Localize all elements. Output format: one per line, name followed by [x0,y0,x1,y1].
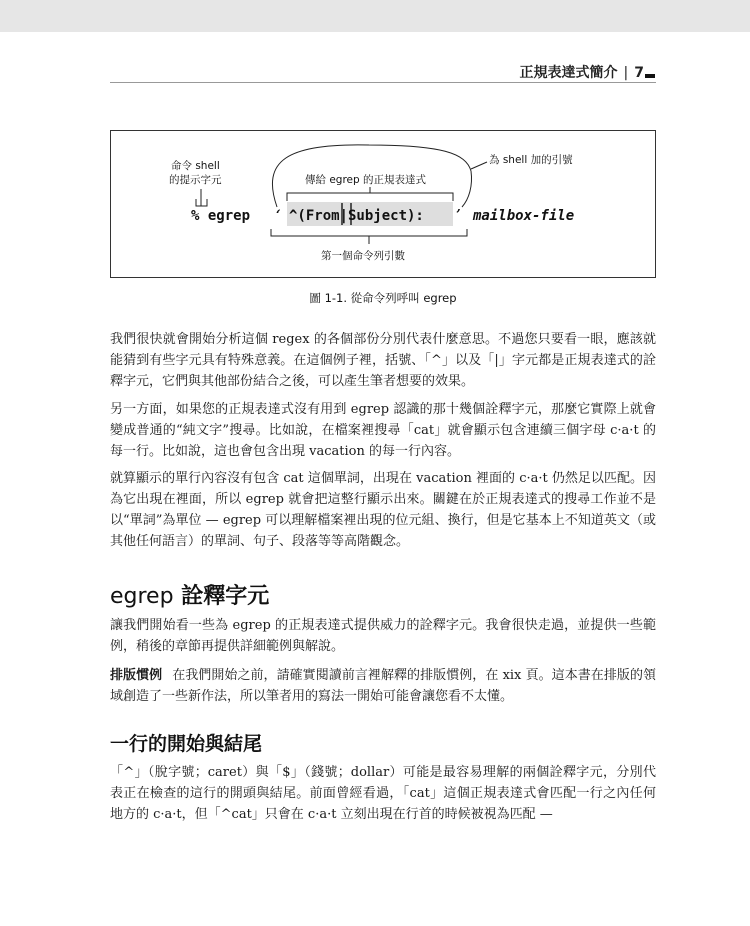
figure-1-1 [110,130,656,278]
command-line-diagram [111,131,657,279]
paragraph-2: 另一方面，如果您的正規表達式沒有用到 egrep 認識的那十幾個詮釋字元，那麼它實際上就會變成普通的“純文字”搜尋。比如說，在檔案裡搜尋「cat」就會顯示包含連續三個字母 c·a·t 的每一行。比如說，這也會包含出現 vacation 的每一行內容。 [110,402,656,459]
paragraph-3: 就算顯示的單行內容沒有包含 cat 這個單詞，出現在 vacation 裡面的 c·a·t 仍然足以匹配。因為它出現在裡面，所以 egrep 就會把這整行顯示出來。關鍵在於正規表達式的搜尋工作並不是以“單詞”為單位 — egrep 可以理解檔案裡出現的位元組、換行，但是它基本上不知道英文（或其他任何語言）的單詞、句子、段落等等高階觀念。 [110,471,656,549]
top-bar [0,0,750,32]
regex-bracket [287,193,453,201]
header-marker [645,74,655,78]
file-arg: mailbox-file [473,208,575,224]
header-separator: | [623,65,629,81]
quotes-pointer [471,162,487,169]
prompt-label-line2: 的提示字元 [169,174,222,186]
chapter-title: 正規表達式簡介 [519,65,618,81]
prompt-label-line1: 命令 shell [171,160,220,172]
subsection-heading: 一行的開始與結尾 [110,733,263,755]
paragraph-4: 讓我們開始看一些為 egrep 的正規表達式提供威力的詮釋字元。我會很快走過，並提供一些範例，稍後的章節再提供詳細範例與解說。 [110,618,656,654]
paragraph-6: 「^」（脫字號；caret）與「$」（錢號；dollar）可能是最容易理解的兩個詮釋字元，分別代表正在檢查的這行的開頭與結尾。前面曾經看過，「cat」這個正規表達式會匹配一行之內任何地方的 c·a·t，但「^cat」只會在 c·a·t 立刻出現在行首的時候被視為匹配 — [110,765,656,822]
quotes-label: 為 shell 加的引號 [489,154,573,166]
paragraph-1: 我們很快就會開始分析這個 regex 的各個部份分別代表什麼意思。不過您只要看一眼，應該就能猜到有些字元具有特殊意義。在這個例子裡，括號、「^」以及「|」字元都是正規表達式的詮釋字元，它們與其他部份結合之後，可以產生筆者想要的效果。 [110,332,656,389]
command-prompt: % egrep [191,208,251,224]
first-arg-bracket [271,229,467,236]
page-number: 7 [634,65,644,81]
section-heading [110,579,269,610]
quote-arc-right [462,171,472,207]
paragraph-5-text: 在我們開始之前，請確實閱讀前言裡解釋的排版慣例，在 xix 頁。這本書在排版的領域創造了一些新作法，所以筆者用的寫法一開始可能會讓您看不太懂。 [110,668,656,704]
first-arg-label: 第一個命令列引數 [321,250,405,262]
header-rule [110,82,656,83]
running-header [520,62,644,82]
close-quote: ʼ [456,208,461,223]
typography-lead: 排版慣例 [110,668,163,683]
section-heading-latin: egrep [110,584,174,609]
section-heading-cjk: 詮釋字元 [173,584,270,609]
figure-caption: 圖 1-1. 從命令列呼叫 egrep [309,291,457,305]
regex-text: ^(From|Subject): [289,208,424,224]
open-quote: ʻ [276,208,281,223]
paragraph-5 [110,665,656,707]
regex-label: 傳給 egrep 的正規表達式 [305,174,427,186]
